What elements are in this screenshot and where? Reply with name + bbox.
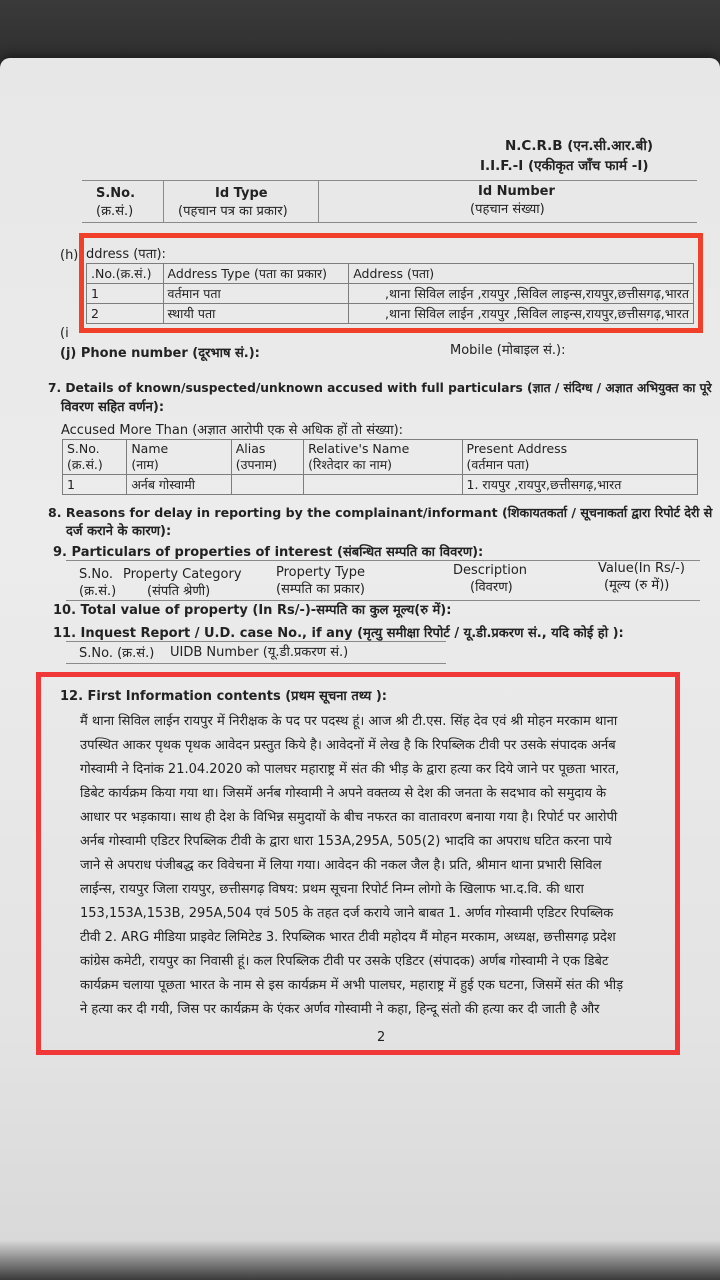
accused-more-than: Accused More Than (अज्ञात आरोपी एक से अधिक हों तो संख्या): xyxy=(61,423,404,438)
id-col-type-hi: (पहचान पत्र का प्रकार) xyxy=(178,204,288,219)
id-table-bottom-rule xyxy=(82,222,697,223)
accused-header-sno-hi: (क्र.सं.) xyxy=(67,457,103,472)
fir-line: गोस्वामी ने दिनांक 21.04.2020 को पालघर महाराष्ट्र में संत की भीड़ के द्वारा हत्या कर दिये जाने पर पूछता भारत, xyxy=(80,762,620,777)
accused-header-alias-hi: (उपनाम) xyxy=(235,457,278,472)
table-row xyxy=(63,440,698,475)
address-sno: 2 xyxy=(87,304,164,324)
accused-address: 1. रायपुर ,रायपुर,छत्तीसगढ़,भारत xyxy=(462,475,698,495)
id-table-divider xyxy=(318,180,319,222)
id-col-number-hi: (पहचान संख्या) xyxy=(470,202,545,217)
accused-header-address-hi: (वर्तमान पता) xyxy=(466,457,530,472)
accused-header-relative: Relative's Name xyxy=(308,441,410,456)
fir-line: उपस्थित आकर पृथक पृथक आवेदन प्रस्तुत किये है। आवेदनों में लेख है कि रिपब्लिक टीवी पर उसके संपादक अर्नब xyxy=(80,738,616,753)
phone-label: (j) Phone number (दूरभाष सं.): xyxy=(60,346,260,361)
section11-bottom-rule xyxy=(66,663,446,664)
prop-header-sno-hi: (क्र.सं.) xyxy=(79,584,117,599)
fir-line: डिबेट कार्यक्रम किया गया था। जिसमें अर्नब गोस्वामी ने अपने वक्तव्य से देश की जनता के सदभाव को समुदाय के xyxy=(80,786,607,801)
section10-title: 10. Total value of property (In Rs/-)-सम्पति का कुल मूल्य(रु में): xyxy=(53,603,452,618)
address-label: (h) xyxy=(60,248,79,263)
prop-header-sno: S.No. xyxy=(79,567,113,582)
fir-line: ने हत्या कर दी गयी, जिस पर कार्यक्रम के एंकर अर्णव गोस्वामी ने कहा, हिन्दू संतो की हत्या कर दी जाती है और xyxy=(80,1002,600,1017)
section12-title: 12. First Information contents (प्रथम सूचना तथ्य ): xyxy=(60,689,387,704)
id-table-divider xyxy=(163,180,164,222)
section9-bottom-rule xyxy=(66,600,700,601)
fir-line: 153,153A,153B, 295A,504 एवं 505 के तहत दर्ज कराये जाने बाबत 1. अर्णव गोस्वामी एडिटर रिपब्लिक xyxy=(80,906,614,921)
section7-title-l2: विवरण सहित वर्णन): xyxy=(61,400,165,415)
address-value: ,थाना सिविल लाईन ,रायपुर ,सिविल लाइन्स,रायपुर,छत्तीसगढ़,भारत xyxy=(349,284,694,304)
address-sno: 1 xyxy=(87,284,164,304)
accused-header-sno: S.No. xyxy=(67,441,100,456)
accused-name: अर्नब गोस्वामी xyxy=(127,475,231,495)
background-bottom xyxy=(0,1240,720,1280)
page-number: 2 xyxy=(377,1030,386,1045)
prop-header-category-hi: (संपति श्रेणी) xyxy=(147,584,211,599)
prop-header-type: Property Type xyxy=(276,565,366,580)
accused-header-relative-hi: (रिश्तेदार का नाम) xyxy=(308,457,393,472)
highlight-address-box xyxy=(79,233,703,333)
prop-header-value-hi: (मूल्य (रु में)) xyxy=(604,578,670,593)
accused-header-name: Name xyxy=(131,441,169,456)
accused-header-address: Present Address xyxy=(466,441,568,456)
section11-top-rule xyxy=(66,641,446,642)
address-header-type: Address Type (पता का प्रकार) xyxy=(163,264,349,284)
fir-line: जाने से अपराध पंजीबद्ध कर विवेचना में लिया गया। आवेदन की नकल जैल है। प्रति, श्रीमान थाना प्रभारी सिविल xyxy=(80,858,602,873)
accused-sno: 1 xyxy=(63,475,127,495)
fir-line: लाईन्स, रायपुर जिला रायपुर, छत्तीसगढ़ विषय: प्रथम सूचना रिपोर्ट निम्न लोगो के खिलाफ भा.द.वि. की धारा xyxy=(80,882,584,897)
header-iif: I.I.F.-I (एकीकृत जाँच फार्म -I) xyxy=(480,158,649,174)
accused-alias xyxy=(231,475,303,495)
section7-title: 7. Details of known/suspected/unknown accused with full particulars (ज्ञात / संदिग्ध / अज्ञात अभियुक्त का पूरे xyxy=(48,381,712,395)
accused-table xyxy=(62,439,698,495)
accused-header-alias: Alias xyxy=(235,441,266,456)
mobile-label: Mobile (मोबाइल सं.): xyxy=(450,343,566,358)
fir-line: कार्यक्रम चलाया पूछता भारत के नाम से इस कार्यक्रम में अभी पालघर, महाराष्ट्र में हुई एक घटना, जिसमें संत की भीड़ xyxy=(80,978,624,993)
accused-relative xyxy=(304,475,462,495)
section8-title: 8. Reasons for delay in reporting by the complainant/informant (शिकायतकर्ता / सूचनाकर्ता द्वारा रिपोर्ट देरी से xyxy=(48,505,713,520)
inquest-sno: S.No. (क्र.सं.) xyxy=(79,646,155,661)
id-col-sno-hi: (क्र.सं.) xyxy=(96,204,134,219)
fir-line: कांग्रेस कमेटी, रायपुर का निवासी हूं। कल रिपब्लिक टीवी पर उसके एडिटर (संपादक) अर्णब गोस्वामी ने एक डिबेट xyxy=(80,954,609,969)
prop-header-value: Value(In Rs/-) xyxy=(598,561,685,576)
accused-header-name-hi: (नाम) xyxy=(131,457,159,472)
prop-header-category: Property Category xyxy=(123,567,242,582)
address-header-address: Address (पता) xyxy=(349,264,694,284)
prop-header-description: Description xyxy=(453,563,528,578)
inquest-uidb: UIDB Number (यू.डी.प्रकरण सं.) xyxy=(170,645,349,660)
id-col-sno: S.No. xyxy=(96,186,136,201)
header-ncrb: N.C.R.B (एन.सी.आर.बी) xyxy=(505,138,654,154)
table-row xyxy=(63,475,698,495)
section9-title: 9. Particulars of properties of interest (संबन्धित सम्पति का विवरण): xyxy=(53,545,484,560)
address-value: ,थाना सिविल लाईन ,रायपुर ,सिविल लाइन्स,रायपुर,छत्तीसगढ़,भारत xyxy=(349,304,694,324)
id-col-number: Id Number xyxy=(478,184,555,199)
fir-line: अर्नब गोस्वामी एडिटर रिपब्लिक टीवी के द्वारा धारा 153A,295A, 505(2) भादवि का अपराध घटित करना पाये xyxy=(80,834,612,849)
address-header-sno: .No.(क्र.सं.) xyxy=(87,264,164,284)
prop-header-description-hi: (विवरण) xyxy=(470,580,513,595)
address-heading: ddress (पता): xyxy=(86,247,166,262)
id-col-type: Id Type xyxy=(215,186,268,201)
highlight-fir-box xyxy=(36,672,680,1055)
prop-header-type-hi: (सम्पति का प्रकार) xyxy=(276,582,365,597)
fir-line: मैं थाना सिविल लाईन रायपुर में निरीक्षक के पद पर पदस्थ हूं। आज श्री टी.एस. सिंह देव एवं श्री मोहन मरकाम थाना xyxy=(80,714,618,729)
section8-title-l2: दर्ज कराने के कारण): xyxy=(66,524,172,539)
address-type: स्थायी पता xyxy=(163,304,349,324)
section11-title: 11. Inquest Report / U.D. case No., if any (मृत्यु समीक्षा रिपोर्ट / यू.डी.प्रकरण सं., यदि कोई हो ): xyxy=(53,626,624,641)
item-i-label: (i xyxy=(60,326,69,341)
address-type: वर्तमान पता xyxy=(163,284,349,304)
fir-line: टीवी 2. ARG मीडिया प्राइवेट लिमिटेड 3. रिपब्लिक भारत टीवी महोदय मैं मोहन मरकाम, अध्यक्ष, छत्तीसगढ़ प्रदेश xyxy=(80,930,616,945)
id-table-top-rule xyxy=(82,180,697,181)
fir-line: आधार पर भड़काया। साथ ही देश के विभिन्न समुदायों के बीच नफरत का वातावरण बनाया गया है। रिपोर्ट पर आरोपी xyxy=(80,810,618,825)
